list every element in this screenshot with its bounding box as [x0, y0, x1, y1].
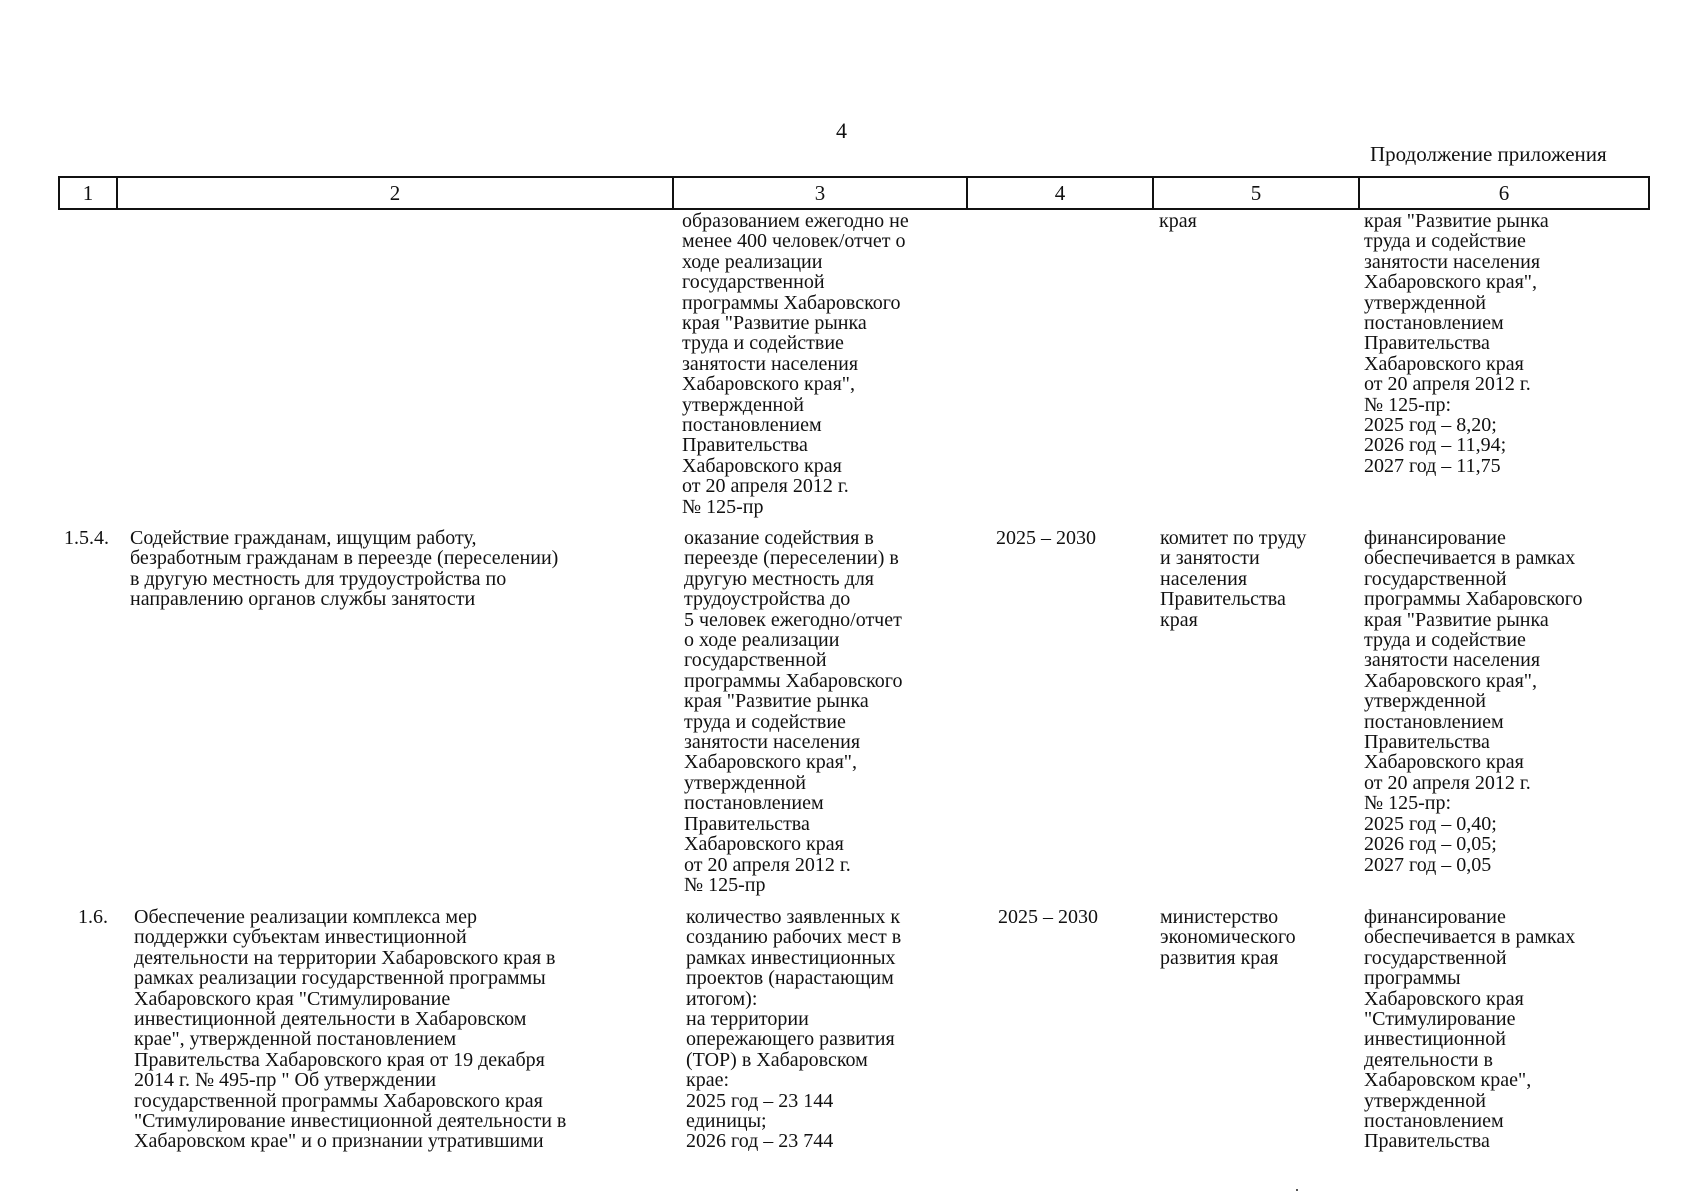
- row0-executor: края: [1159, 210, 1197, 232]
- row1-executor: комитет по труду и занятости населения Правительства края: [1160, 527, 1307, 631]
- row1-financing: финансирование обеспечивается в рамках государственной программы Хабаровского края "Развитие рынка труда и содействие занятости населения Хабаровского края", утвержденной постановлением Правительства Хабаровского края от 20 апреля 2012 г. № 125-пр: 2025 год – 0,40; 2026 год – 0,05; 2027 год – 0,05: [1364, 527, 1583, 876]
- column-header-row: [59, 177, 1649, 209]
- row2-measure: Обеспечение реализации комплекса мер поддержки субъектам инвестиционной деятельности на территории Хабаровского края в рамках реализации государственной программы Хабаровского края "Стимулирование инвестиционной деятельности в Хабаровском крае", утвержденной постановлением Правительства Хабаровского края от 19 декабря 2014 г. № 495-пр " Об утверждении государственной программы Хабаровского края "Стимулирование инвестиционной деятельности в Хабаровском крае" и о признании утратившими: [134, 906, 567, 1153]
- row1-measure: Содействие гражданам, ищущим работу, безработным гражданам в переезде (переселении) в другую местность для трудоустройства по направлению органов службы занятости: [130, 527, 559, 611]
- column-header-4: 4: [967, 177, 1153, 209]
- scan-speck: [1296, 1189, 1298, 1191]
- column-header-1: 1: [59, 177, 117, 209]
- row1-period: 2025 – 2030: [996, 527, 1096, 549]
- row2-financing: финансирование обеспечивается в рамках государственной программы Хабаровского края "Стимулирование инвестиционной деятельности в Хабаровском крае", утвержденной постановлением Правительства: [1364, 906, 1576, 1153]
- column-header-3: 3: [673, 177, 967, 209]
- row0-financing: края "Развитие рынка труда и содействие занятости населения Хабаровского края", утвержденной постановлением Правительства Хабаровского края от 20 апреля 2012 г. № 125-пр: 2025 год – 8,20; 2026 год – 11,94; 2027 год – 11,75: [1364, 210, 1549, 477]
- continuation-label: Продолжение приложения: [1370, 142, 1607, 166]
- row2-result: количество заявленных к созданию рабочих мест в рамках инвестиционных проектов (нарастающим итогом): на территории опережающего развития (ТОР) в Хабаровском крае: 2025 год – 23 144 единицы; 2026 год – 23 744: [686, 906, 902, 1153]
- row2-period: 2025 – 2030: [998, 906, 1098, 928]
- row1-number: 1.5.4.: [64, 527, 109, 549]
- column-header-6: 6: [1359, 177, 1649, 209]
- page-number: 4: [836, 118, 847, 143]
- row1-result: оказание содействия в переезде (переселении) в другую местность для трудоустройства до 5 человек ежегодно/отчет о ходе реализации государственной программы Хабаровского края "Развитие рынка труда и содействие занятости населения Хабаровского края", утвержденной постановлением Правительства Хабаровского края от 20 апреля 2012 г. № 125-пр: [684, 527, 903, 896]
- row2-executor: министерство экономического развития края: [1160, 906, 1296, 969]
- column-header-5: 5: [1153, 177, 1359, 209]
- row0-result: образованием ежегодно не менее 400 человек/отчет о ходе реализации государственной программы Хабаровского края "Развитие рынка труда и содействие занятости населения Хабаровского края", утвержденной постановлением Правительства Хабаровского края от 20 апреля 2012 г. № 125-пр: [682, 210, 909, 518]
- row2-number: 1.6.: [78, 906, 108, 928]
- column-header-table: [58, 176, 1650, 210]
- column-header-2: 2: [117, 177, 673, 209]
